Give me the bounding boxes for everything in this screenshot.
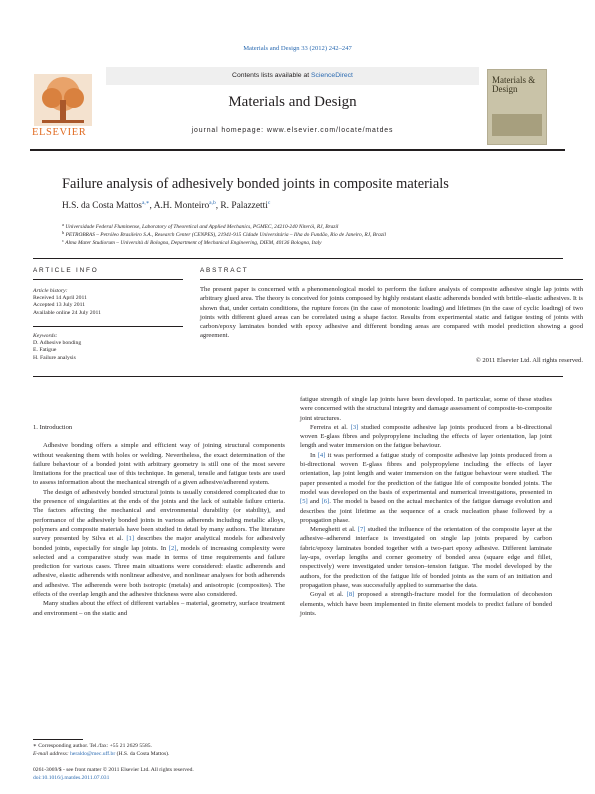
history-received: Received 14 April 2011 [33,295,87,302]
author-name: A.H. Monteiro [153,201,210,211]
article-info-heading: ARTICLE INFO [33,267,99,274]
issn-line: 0261-3069/$ - see front matter © 2011 Elsevier Ltd. All rights reserved. [33,767,194,773]
affiliation-marker: c [62,238,64,243]
citation-link[interactable]: [7] [357,526,366,534]
affiliation [62,238,542,246]
info-divider [33,326,183,327]
citation-link[interactable]: [4] [317,451,326,459]
corresponding-author-note: ∗ Corresponding author. Tel./fax: +55 21 2629 5585. [33,743,152,749]
body-text: , models of increasing complexity were selected and a comparative study was made in terms of time requirements and failure prediction for various cases. Three main situations were considered: elastic adherends and adhesive, elastic adherends with nonlinear adhesive, and nonlinear analyses for both adherends and adhesive. The adherends were both isotropic (metals) and anisotropic (composites). The effects of the overlap length and the adhesive thickness were also considered. [33,544,285,599]
contents-line [106,72,479,79]
history-online: Available online 24 July 2011 [33,309,101,316]
section-rule [33,258,563,259]
body-text: Goyal et al. [310,591,347,599]
history-label: Article history: [33,288,68,294]
affiliation-text: PETROBRAS – Petróleo Brasileiro S.A., Research Center (CENPES), 21941-915 Cidade Universitária – Ilha do Fundão, Rio de Janeiro, RJ, Brazil [65,232,386,238]
body-paragraph [300,423,552,451]
body-text: studied composite adhesive lap joints produced from a bi-directional woven E-glass fibres and polypropylene including the effects of layer orientation, lap joint length and water immersion on the fatigue behaviour. [300,423,552,450]
body-paragraph [300,451,552,525]
affiliation-marker: b [62,230,65,235]
author-name: H.S. da Costa Mattos [62,201,142,211]
email-link[interactable]: heraldo@mec.uff.br [70,751,116,757]
abstract-end-rule [33,376,563,377]
body-text: proposed a strength-fracture model for the formulation of decohesion elements, which have been implemented in finite element models to predict failure of bonded joints. [300,591,552,617]
journal-header [30,67,565,147]
cover-decoration [492,114,542,136]
homepage-link[interactable]: www.elsevier.com/locate/matdes [266,127,394,134]
contents-prefix: Contents lists available at [232,72,312,79]
citation-link[interactable]: [6] [321,498,330,506]
body-paragraph [33,441,285,487]
author-affiliation-marker[interactable]: a,b [209,200,216,206]
body-text: Ferreira et al. [310,423,351,431]
journal-cover-thumbnail [487,69,547,145]
sciencedirect-link[interactable]: ScienceDirect [311,72,353,79]
body-text: Many studies about the effect of different variables – material, geometry, surface treatment and environment – on the static and [33,600,285,617]
header-rule [30,149,565,151]
body-paragraph [33,488,285,600]
citation-link[interactable]: [5] [300,498,308,506]
abstract-heading: ABSTRACT [200,267,249,274]
history-accepted: Accepted 13 July 2011 [33,302,86,309]
author-affiliation-marker[interactable]: a,∗ [141,200,150,206]
abstract-text: The present paper is concerned with a phenomenological model to perform the failure analysis of composite adhesive single lap joints with arbitrary glued area. The theory is conceived for joints composed by highly resistant elastic adherends bonded with brittle–elastic adhesives. It is shown that, under certain conditions, the rupture forces (in the case of monotonic loading) and lifetimes (in the case of cyclic loading) of two joints with different glued areas can be correlated using a shape factor. Results from experimental static and fatigue testing of joints with carbon/epoxy laminates bonded with epoxy adhesive and different bonding areas are compared with model prediction showing a good agreement. [200,286,583,340]
article-history [33,288,101,317]
keywords-block [33,333,81,362]
journal-citation[interactable]: Materials and Design 33 (2012) 242–247 [243,45,352,52]
body-text: Meneghetti et al. [310,526,358,534]
body-text: In [310,451,318,459]
footnote-rule [33,739,83,740]
body-paragraph [300,590,552,618]
body-column-left [33,423,285,618]
journal-title: Materials and Design [228,94,357,110]
copyright: © 2011 Elsevier Ltd. All rights reserved. [475,357,583,364]
body-text: Adhesive bonding offers a simple and efficient way of joining structural components without weakening them with holes or welding. Nevertheless, the exact determination of the failure behaviour of a bonded joint with arbitrary geometry is still one of the most severe limitations for the practical use of this technique. In general, tensile and fatigue tests are used to assess information about the mechanical strength of a given adhesive/adherend system. [33,442,285,487]
info-rule [33,279,183,280]
keywords-label: Keywords: [33,333,58,339]
affiliation [62,222,542,230]
publisher-name: ELSEVIER [32,127,87,138]
affiliation [62,230,542,238]
body-text: . The model is based on the actual mechanics of the fatigue damage evolution and describes the joint lifetime as the sequence of a crack nucleation phase followed by a propagation phase. [300,498,552,524]
body-text: studied the influence of the orientation of the composite layer at the adhesive–adherend interface is investigated on single lap joints prepared by carbon fabric/epoxy laminates bonded together with a two-part epoxy adhesive. Different laminate lay-ups, overlap lengths and corner geometry of bonded area (square edge and fillet, respectively) were investigated under tension–tension fatigue. The model developed by the authors, for the prediction of the fatigue life of bonded joints as the sum of an initiation and propagation phase, was successfully applied to summarise the data. [300,526,553,589]
keyword-item: D. Adhesive bonding [33,340,82,347]
body-text: and [307,498,322,506]
cover-title: Materials & Design [492,75,536,94]
email-note [33,751,169,758]
journal-homepage [106,127,479,134]
doi-link[interactable]: doi:10.1016/j.matdes.2011.07.031 [33,775,110,781]
section-heading-introduction: 1. Introduction [33,424,73,431]
affiliation-text: Universidade Federal Fluminense, Laboratory of Theoretical and Applied Mechanics, PGMEC, 24210-240 Niterói, RJ, Brazil [65,224,339,230]
email-label: E-mail address: [33,751,71,757]
body-column-right [300,395,552,618]
masthead [106,67,479,147]
email-suffix: (H.S. da Costa Mattos). [115,751,170,757]
citation-link[interactable]: [8] [346,591,355,599]
affiliation-marker: a [62,222,64,227]
citation-link[interactable]: [2] [168,544,177,552]
body-text: describes the major analytical models for adhesively bonded joints, especially for single lap joints. In [33,535,285,552]
affiliation-text: Alma Mater Studiorum – Università di Bologna, Department of Mechanical Engineering, DIEM, 40136 Bologna, Italy [65,240,322,246]
body-paragraph [300,395,552,423]
body-text: it was performed a fatigue study of composite adhesive lap joints produced from a bi-directional woven E-glass fibres and polypropylene including the effects of layer orientation, lap joint length and water immersion on the fatigue behaviour were studied. The paper presented a model for the prediction of the fatigue life of composite bonded joints. The model was developed on the basis of experimental and numerical investigations, presented in [300,451,552,496]
author-list: H.S. da Costa Mattos$^{a,∗}$, A.H. Monteiro$^{a,b}$, R. Palazzetti$^c$ [62,200,271,211]
citation-link[interactable]: [1] [126,535,135,543]
keyword-item: H. Failure analysis [33,354,76,361]
author-name: R. Palazzetti [220,201,268,211]
body-text: The design of adhesively bonded structural joints is usually considered complicated due to the presence of singularities at the ends of the joints and the lack of suitable failure criteria. The factors affecting the mechanical and environmental durability (or stability), and performance of the adhesively bonded joints in various adherends including metallic alloys, polymers and composite materials have been studied in detail by many authors. The literature survey presented by Silva et al. [33,488,285,543]
keyword-item: E. Fatigue [33,347,57,354]
body-paragraph [33,599,285,618]
body-text: fatigue strength of single lap joints have been developed. In particular, some of these studies were concerned with the structural integrity and damage assessment of composite-to-composite joint structures. [300,396,552,422]
citation-link[interactable]: [3] [350,423,359,431]
homepage-prefix: journal homepage: [191,127,267,134]
abstract-rule [200,279,583,280]
author-affiliation-marker[interactable]: c [267,200,271,206]
body-paragraph [300,525,552,590]
article-title: Failure analysis of adhesively bonded joints in composite materials [62,176,449,192]
